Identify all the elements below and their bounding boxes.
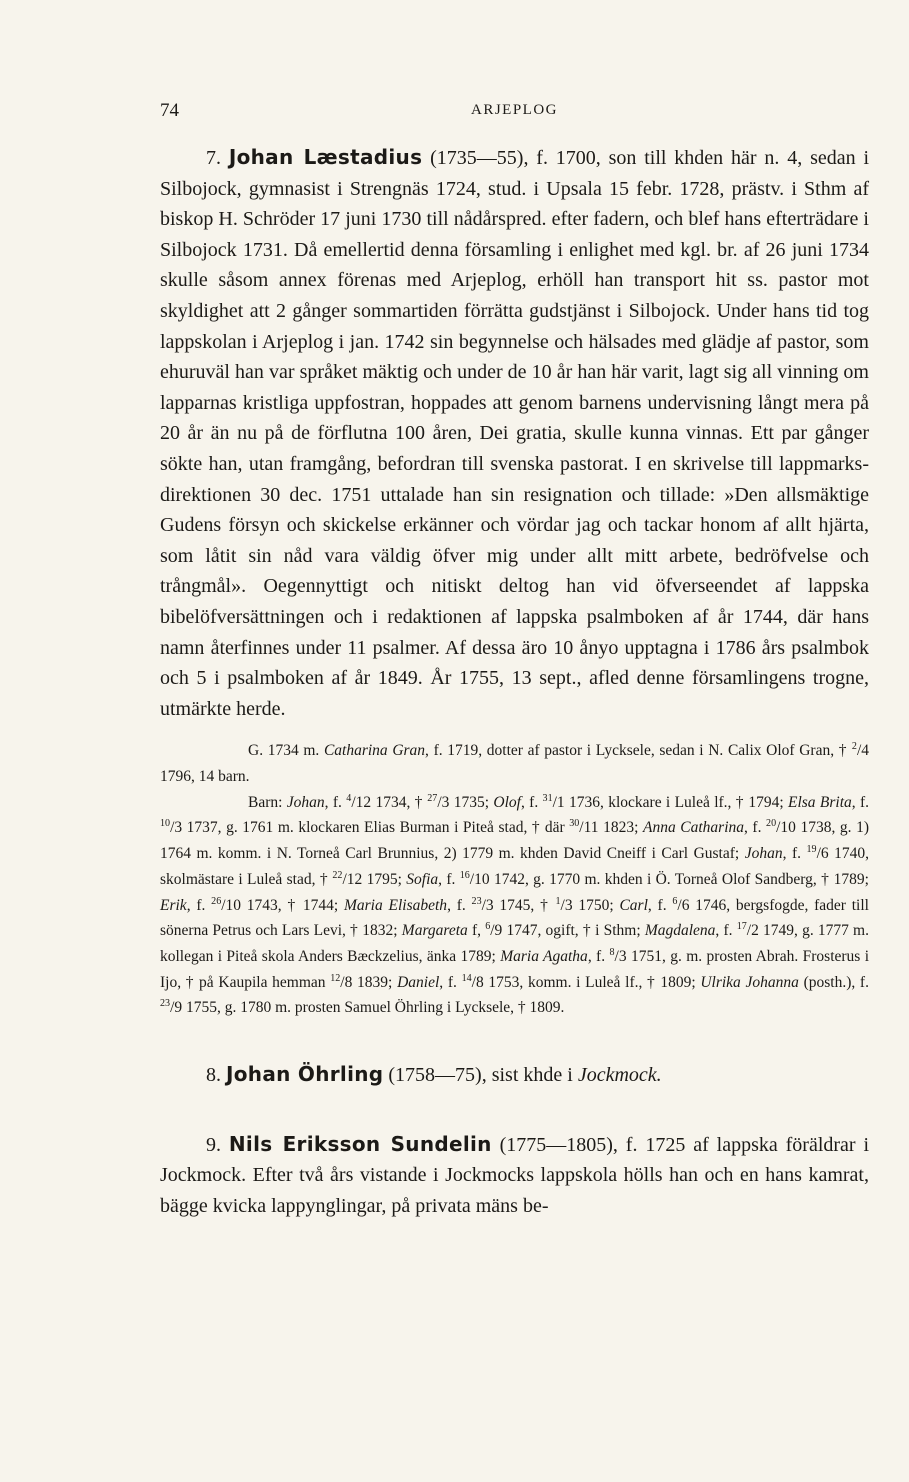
running-head: ARJEPLOG (470, 102, 558, 118)
entry-text: (1775—1805), f. 1725 af lappska föräldrar i Jockmock. Efter två års vistande i Jockmocks lappskola hölls han och en hans kamrat, bägge kvicka lappynglingar, på privata mäns be- (160, 1133, 870, 1217)
entry-9 (160, 1129, 869, 1222)
entry-name: Nils Eriksson Sundelin (228, 1131, 492, 1156)
entry-text: (1735—55), f. 1700, son till khden här n. 4, sedan i Silbojock, gymnasist i Strengnäs 1724, stud. i Upsala 15 febr. 1728, prästv. i Sthm af biskop H. Schröder 17 juni 1730 till nådårspred. efter fadern, och blef hans efterträdare i Silbojock 1731. Då emellertid denna församling i enlighet med kgl. br. af 26 juni 1734 skulle såsom annex förenas med Arjeplog, erhöll han transport hit ss. pastor mot skyldighet att 2 gånger sommartiden förrätta gudstjänst i Silbojock. Under hans tid tog lappskolan i Arjeplog i jan. 1742 sin begynnelse och hälsades med glädje af pastor, som ehuruväl han var språket mäktig och under de 10 år han här varit, lagt sig all vinning om lapparnas kristliga uppfostran, hoppades att genom barnens undervisning långt mera på 20 år än nu på de förflutna 100 åren, Dei gratia, skulle kunna vinnas. Ett par gånger sökte han, utan framgång, befordran till svenska pastorat. I en skrivelse till lappmarks-direktionen 30 dec. 1751 uttalade han sin resignation och tillade: »Den allsmäktige Gudens försyn och skickelse erkänner och vördar jag och tackar honom af allt hjärta, som låtit sin nåd vara väldig öfver mig under allt mitt arbete, bedröfvelse och trångmål». Oegennyttigt och nitiskt deltog han vid öfverseendet af lappska bibelöfversättningen och i redaktionen af lappska psalmboken af år 1744, där hans namn återfinnes under 11 psalmer. Af dessa äro 10 ånyo upptagna i 1786 års psalmbok och 5 i psalmboken af år 1849. År 1755, 13 sept., afled denne församlingens trogne, utmärkte herde. (160, 147, 870, 720)
entry-number: 9. (206, 1133, 221, 1156)
marriage-note: G. 1734 m. Catharina Gran, f. 1719, dotter af pastor i Lycksele, sedan i N. Calix Olof Gran, † $^2$/4 1796, 14 barn. (160, 741, 869, 785)
entry-8 (160, 1059, 869, 1091)
entry-place: Jockmock. (577, 1064, 662, 1087)
page-number: 74 (160, 100, 179, 121)
entry-number: 7. (206, 147, 221, 169)
entry-7 (160, 142, 869, 724)
family-notes (160, 738, 869, 1021)
entry-number: 8. (206, 1064, 221, 1087)
spacer (160, 1091, 869, 1129)
entry-name: Johan Læstadius (228, 145, 423, 169)
page-body (160, 142, 869, 1221)
page-header (160, 100, 869, 124)
children-note: Barn: Johan, f. $^4$/12 1734, † $^{27}$/3 1735; Olof, f. $^{31}$/1 1736, klockare i Luleå lf., † 1794; Elsa Brita, f. $^{10}$/3 1737, g. 1761 m. klockaren Elias Burman i Piteå stad, † där $^{30}$/11 1823; Anna Catharina, f. $^{20}$/10 1738, g. 1) 1764 m. komm. i N. Torneå Carl Brunnius, 2) 1779 m. khden David Cneiff i Carl Gustaf; Johan, f. $^{19}$/6 1740, skolmästare i Luleå stad, † $^{22}$/12 1795; Sofia, f. $^{16}$/10 1742, g. 1770 m. khden i Ö. Torneå Olof Sandberg, † 1789; Erik, f. $^{26}$/10 1743, † 1744; Maria Elisabeth, f. $^{23}$/3 1745, † $^1$/3 1750; Carl, f. $^6$/6 1746, bergsfogde, fader till sönerna Petrus och Lars Levi, † 1832; Margareta f, $^6$/9 1747, ogift, † i Sthm; Magdalena, f. $^{17}$/2 1749, g. 1777 m. kollegan i Piteå skola Anders Bæckzelius, änka 1789; Maria Agatha, f. $^8$/3 1751, g. m. prosten Abrah. Frosterus i Ijo, † på Kaupila hemman $^{12}$/8 1839; Daniel, f. $^{14}$/8 1753, komm. i Luleå lf., † 1809; Ulrika Johanna (posth.), f. $^{23}$/9 1755, g. 1780 m. prosten Samuel Öhrling i Lycksele, † 1809. (160, 792, 870, 1017)
entry-name: Johan Öhrling (226, 1062, 384, 1087)
entry-text: (1758—75), sist khde i (388, 1064, 578, 1087)
spacer (160, 1021, 869, 1059)
